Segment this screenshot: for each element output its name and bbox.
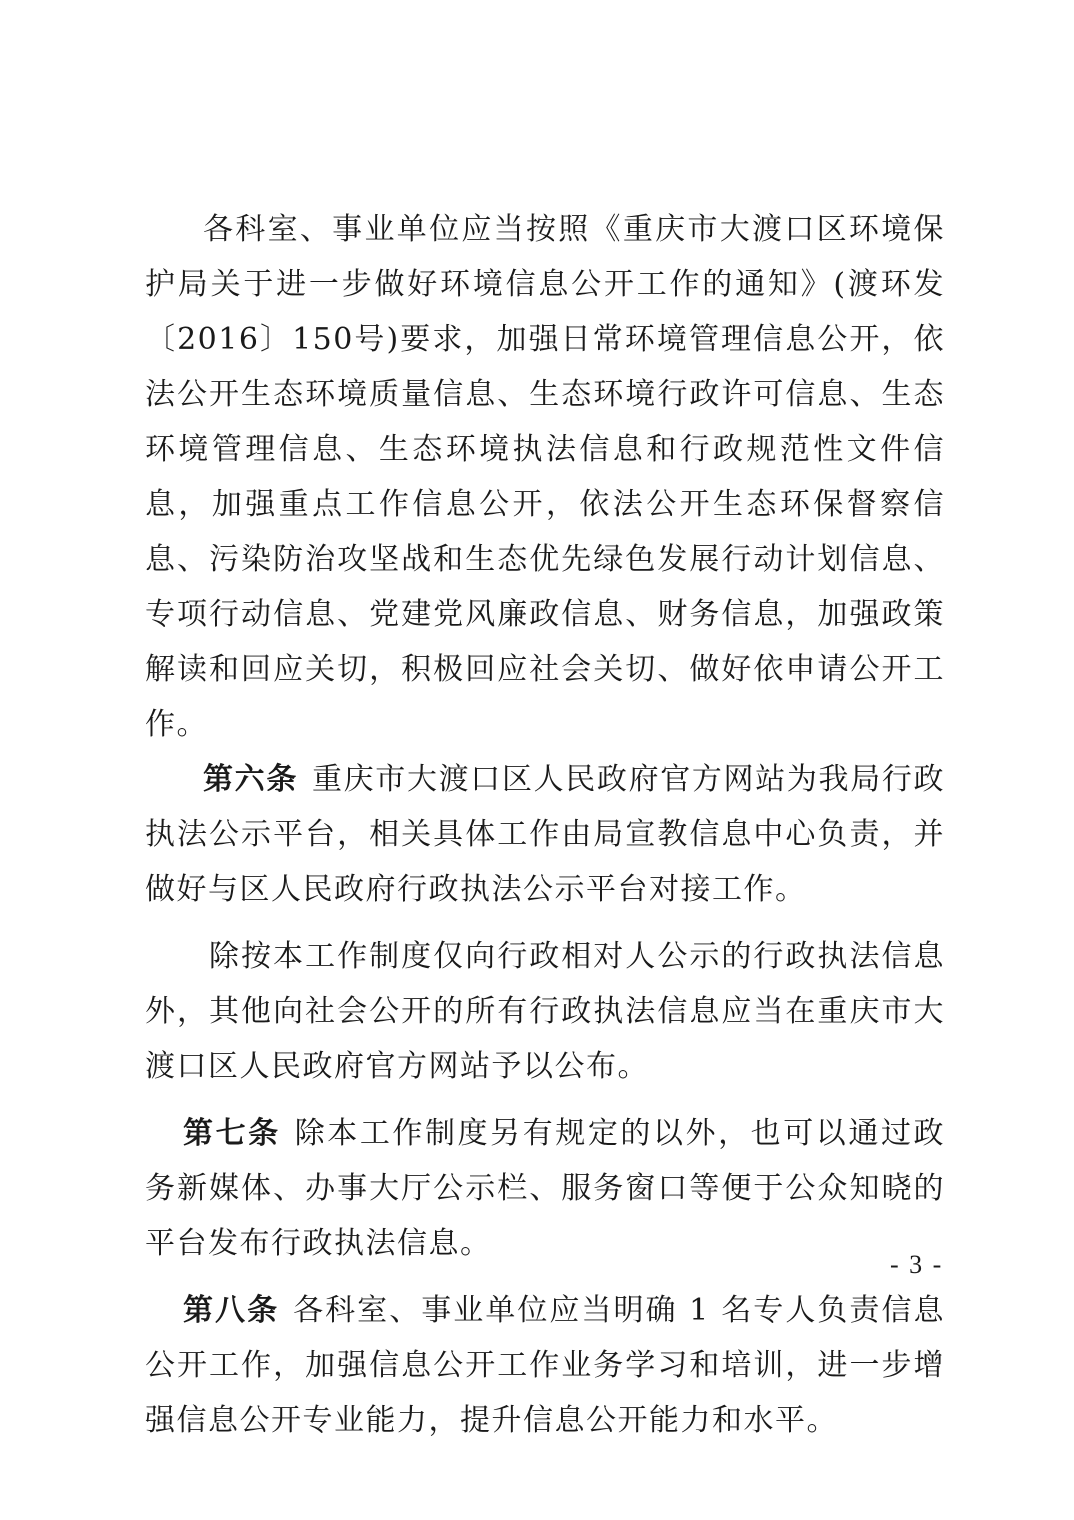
article-7-label: 第七条 bbox=[183, 1116, 281, 1151]
article-6-label: 第六条 bbox=[203, 762, 298, 797]
page-number: - 3 - bbox=[890, 1250, 944, 1279]
article-7-text: 除本工作制度另有规定的以外，也可以通过政务新媒体、办事大厅公示栏、服务窗口等便于公众知晓的平台发布行政执法信息。 bbox=[145, 1116, 946, 1261]
article-6 bbox=[145, 752, 945, 917]
article-8 bbox=[145, 1283, 945, 1448]
paragraph-publication-website: 除按本工作制度仅向行政相对人公示的行政执法信息外，其他向社会公开的所有行政执法信息应当在重庆市大渡口区人民政府官方网站予以公布。 bbox=[145, 939, 945, 1084]
article-6-text: 重庆市大渡口区人民政府官方网站为我局行政执法公示平台，相关具体工作由局宣教信息中心负责，并做好与区人民政府行政执法公示平台对接工作。 bbox=[145, 762, 946, 907]
document-body bbox=[145, 202, 945, 1448]
article-7 bbox=[145, 1106, 945, 1271]
article-8-label: 第八条 bbox=[183, 1293, 280, 1328]
paragraph-environmental-info: 各科室、事业单位应当按照《重庆市大渡口区环境保护局关于进一步做好环境信息公开工作的通知》(渡环发〔2016〕150号)要求，加强日常环境管理信息公开，依法公开生态环境质量信息、生态环境行政许可信息、生态环境管理信息、生态环境执法信息和行政规范性文件信息，加强重点工作信息公开，依法公开生态环保督察信息、污染防治攻坚战和生态优先绿色发展行动计划信息、专项行动信息、党建党风廉政信息、财务信息，加强政策解读和回应关切，积极回应社会关切、做好依申请公开工作。 bbox=[145, 212, 945, 742]
article-8-text: 各科室、事业单位应当明确 1 名专人负责信息公开工作，加强信息公开工作业务学习和培训，进一步增强信息公开专业能力，提升信息公开能力和水平。 bbox=[145, 1293, 945, 1438]
